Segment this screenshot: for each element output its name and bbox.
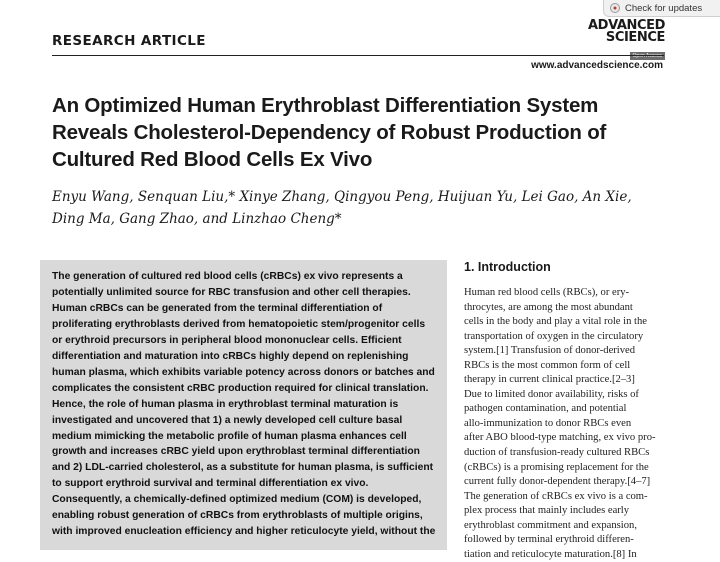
abstract-line: The generation of cultured red blood cells (cRBCs) ex vivo represents a	[52, 271, 403, 282]
intro-line: RBCs is the most common form of cell	[464, 359, 631, 371]
open-access-badge: Open Access	[630, 52, 665, 60]
intro-line: transportation of oxygen in the circulatory	[464, 330, 644, 342]
intro-line: followed by terminal erythroid differen-	[464, 534, 634, 546]
introduction-text	[464, 286, 664, 562]
check-updates-icon: ●	[610, 3, 620, 13]
abstract-line: with improved enucleation efficiency and higher reticulocyte yield, without the	[52, 526, 436, 538]
header-rule	[52, 55, 664, 56]
journal-logo-line1: ADVANCED	[588, 18, 665, 33]
abstract-line: investigated and uncovered that 1) a newly developed cell culture basal	[52, 414, 403, 426]
section-label: RESEARCH ARTICLE	[52, 33, 206, 49]
abstract-line: Human cRBCs can be generated from the terminal differentiation of	[52, 302, 383, 314]
intro-line: current fully donor-dependent therapy.[4–7]	[464, 476, 651, 488]
intro-line: duction of transfusion-ready cultured RBCs	[464, 447, 650, 459]
abstract-box	[40, 260, 447, 550]
intro-line: Human red blood cells (RBCs), or ery-	[464, 287, 630, 298]
abstract-line: complicates the consistent cRBC production required for clinical translation.	[52, 382, 429, 394]
intro-line: erythroblast commitment and expansion,	[464, 519, 637, 531]
intro-line: pathogen contamination, and potential	[464, 403, 627, 415]
article-title: An Optimized Human Erythroblast Differentiation System Reveals Cholesterol-Dependency of Robust Production of Cultured Red Blood Cells Ex Vivo	[52, 94, 607, 171]
intro-line: cells in the body and play a vital role in the	[464, 316, 647, 328]
check-for-updates-label: Check for updates	[625, 2, 703, 14]
intro-line: therapy in current clinical practice.[2–3]	[464, 374, 635, 386]
intro-line: after ABO blood-type matching, ex vivo pro-	[464, 432, 656, 444]
intro-line: throcytes, are among the most abundant	[464, 301, 633, 313]
abstract-line: Hence, the role of human plasma in erythroblast terminal maturation is	[52, 398, 399, 410]
introduction-heading: 1. Introduction	[464, 260, 551, 274]
abstract-line: to support erythroid survival and terminal differentiation ex vivo.	[52, 478, 369, 490]
abstract-line: or erythroid precursors in peripheral blood mononuclear cells. Efficient	[52, 334, 402, 346]
intro-line: plex process that mainly includes early	[464, 505, 630, 517]
journal-url[interactable]: www.advancedscience.com	[531, 60, 663, 71]
intro-line: Due to limited donor availability, risks of	[464, 388, 639, 400]
intro-line: allo-immunization to donor RBCs even	[464, 417, 632, 429]
intro-line: (cRBCs) is a promising replacement for the	[464, 461, 649, 473]
abstract-line: medium mimicking the metabolic profile of human plasma enhances cell	[52, 430, 407, 442]
abstract-line: and 2) LDL-carried cholesterol, as a substitute for human plasma, is sufficient	[52, 462, 434, 474]
intro-line: tiation and reticulocyte maturation.[8] In	[464, 548, 637, 560]
author-list: Enyu Wang, Senquan Liu,* Xinye Zhang, Qingyou Peng, Huijuan Yu, Lei Gao, An Xie, Ding Ma, Gang Zhao, and Linzhao Cheng*	[52, 189, 632, 227]
intro-line: The generation of cRBCs ex vivo is a com-	[464, 490, 648, 502]
journal-logo-line2: SCIENCE	[605, 30, 665, 45]
intro-line: system.[1] Transfusion of donor-derived	[464, 345, 636, 357]
abstract-line: Consequently, a chemically-defined optimized medium (COM) is developed,	[52, 494, 422, 506]
abstract-line: differentiation and maturation into cRBCs highly depend on replenishing	[52, 350, 409, 362]
abstract-line: human plasma, which exhibits variable potency across donors or batches and	[52, 366, 435, 378]
abstract-line: growth and increases cRBC yield upon erythroblast terminal differentiation	[52, 446, 420, 458]
abstract-line: enabling robust generation of cRBCs from erythroblasts of multiple origins,	[52, 510, 423, 522]
abstract-line: potentially unlimited source for RBC transfusion and other cell therapies.	[52, 286, 411, 298]
abstract-line: proliferating erythroblasts derived from hematopoietic stem/progenitor cells	[52, 318, 426, 330]
check-for-updates-badge[interactable]	[603, 0, 720, 17]
